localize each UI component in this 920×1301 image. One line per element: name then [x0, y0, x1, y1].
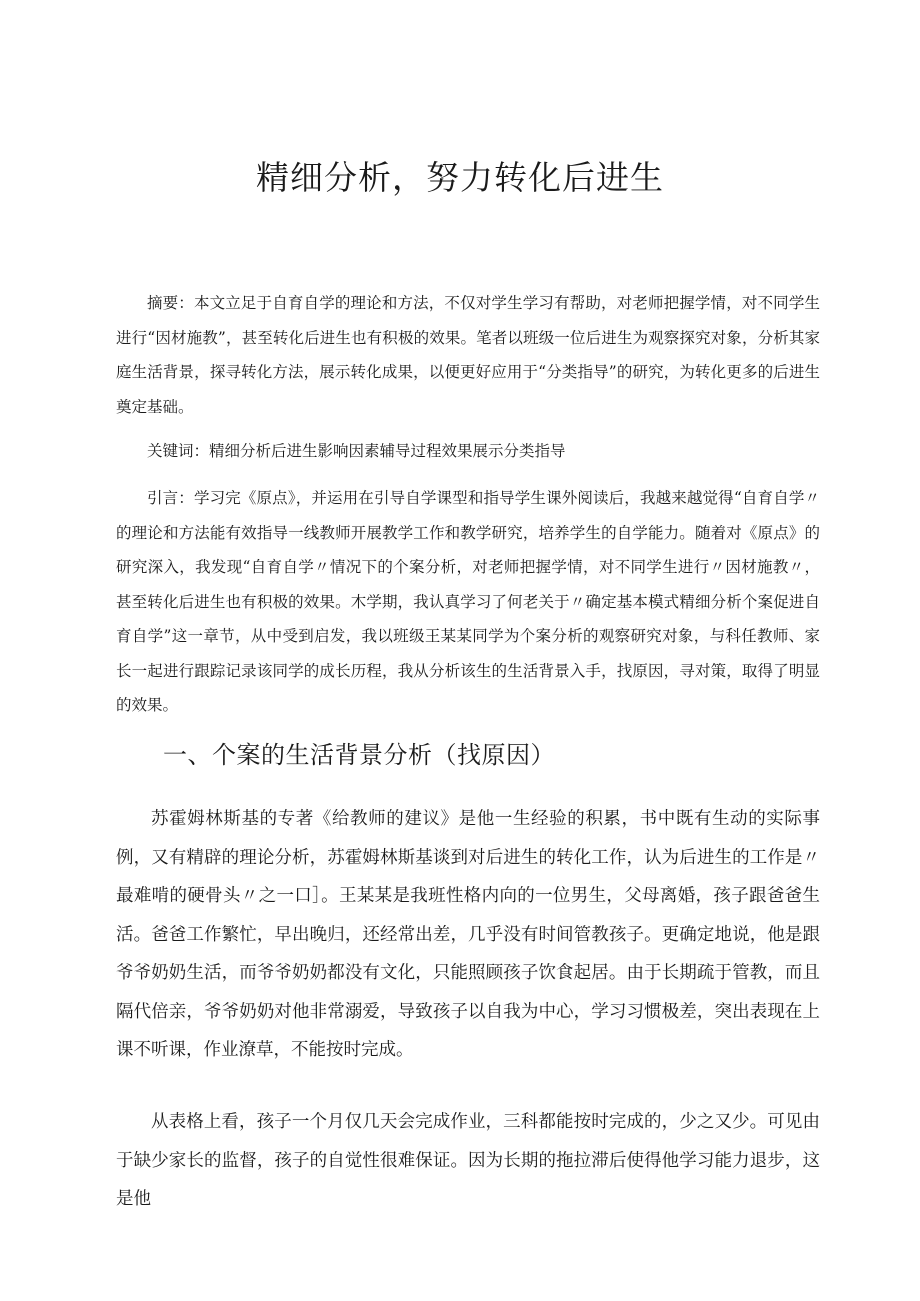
introduction-paragraph: 引言：学习完《原点》，并运用在引导自学课型和指导学生课外阅读后，我越来越觉得“自育自学〃的理论和方法能有效指导一线教师开展教学工作和教学研究，培养学生的自学能力。随着对《原点》的研究深入，我发现“自育自学〃情况下的个案分析，对老师把握学情，对不同学生进行〃因材施教〃，甚至转化后进生也有积极的效果。木学期，我认真学习了何老关于〃确定基本模式精细分析个案促进自育自学”这一章节，从中受到启发，我以班级王某某同学为个案分析的观察研究对象，与科任教师、家长一起进行跟踪记录该同学的成长历程，我从分析该生的生活背景入手，找原因，寻对策，取得了明显的效果。 [116, 489, 820, 714]
body-paragraph-1: 苏霍姆林斯基的专著《给教师的建议》是他一生经验的积累，书中既有生动的实际事例，又有精辟的理论分析，苏霍姆林斯基谈到对后进生的转化工作，认为后进生的工作是〃最难啃的硬骨头〃之一口］。王某某是我班性格内向的一位男生，父母离婚，孩子跟爸爸生活。爸爸工作繁忙，早出晚归，还经常出差，几乎没有时间管教孩子。更确定地说，他是跟爷爷奶奶生活，而爷爷奶奶都没有文化，只能照顾孩子饮食起居。由于长期疏于管教，而且隔代倍亲，爷爷奶奶对他非常溺爱，导致孩子以自我为中心，学习习惯极差，突出表现在上课不听课，作业潦草，不能按时完成。 [116, 809, 820, 1060]
body-paragraph-2: 从表格上看，孩子一个月仅几天会完成作业，三科都能按时完成的，少之又少。可见由于缺少家长的监督，孩子的自觉性很难保证。因为长期的拖拉滞后使得他学习能力退步，这是他 [116, 1112, 820, 1209]
document-title: 精细分析，努力转化后进生 [256, 158, 664, 197]
section-heading: 一、个案的生活背景分析（找原因） [163, 741, 555, 769]
abstract-paragraph: 摘要：本文立足于自育自学的理论和方法，不仅对学生学习有帮助，对老师把握学情，对不同学生进行“因材施教”，甚至转化后进生也有积极的效果。笔者以班级一位后进生为观察探究对象，分析其家庭生活背景，探寻转化方法，展示转化成果，以便更好应用于“分类指导”的研究，为转化更多的后进生奠定基础。 [116, 294, 820, 416]
keywords-paragraph: 关键词：精细分析后进生影响因素辅导过程效果展示分类指导 [147, 442, 566, 460]
